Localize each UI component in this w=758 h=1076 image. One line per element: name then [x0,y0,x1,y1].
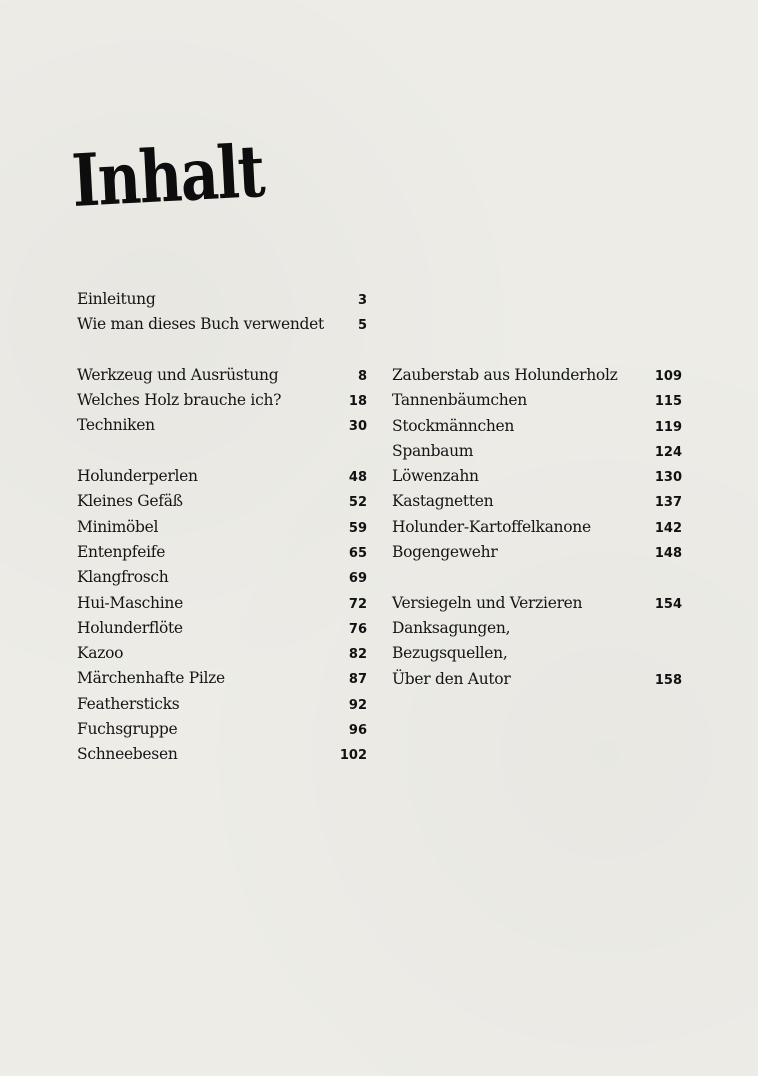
toc-entry[interactable] [77,540,367,565]
toc-entry[interactable] [392,667,682,692]
toc-entry-title: Holunderperlen [77,467,198,486]
toc-entry-title: Feathersticks [77,694,180,713]
toc-entry-page-number: 92 [348,697,367,713]
toc-entry-title: Danksagungen, [392,618,511,637]
toc-entry-title: Über den Autor [392,669,511,688]
section-gap [77,338,367,363]
toc-entry[interactable] [77,515,367,540]
toc-entry-page-number: 148 [654,546,682,562]
toc-entry-title: Löwenzahn [392,467,479,486]
toc-left-column [77,287,367,768]
toc-entry-title: Hui-Maschine [77,593,183,612]
toc-entry-page-number: 87 [348,672,367,688]
toc-entry[interactable] [392,414,682,439]
toc-entry-title: Märchenhafte Pilze [77,669,225,688]
toc-entry-title: Holunder-Kartoffelkanone [392,517,591,536]
toc-entry-page-number: 59 [348,520,367,536]
toc-entry[interactable] [77,489,367,514]
toc-entry-page-number: 130 [654,470,682,486]
page-title: Inhalt [69,128,266,223]
toc-entry-title: Werkzeug und Ausrüstung [77,365,279,384]
toc-entry[interactable] [77,591,367,616]
section-gap [77,439,367,464]
toc-entry-title: Wie man dieses Buch verwendet [77,315,324,334]
toc-entry-page-number: 137 [654,495,682,511]
toc-entry-title: Tannenbäumchen [392,391,527,410]
toc-right-column [392,363,682,692]
toc-entry[interactable] [77,287,367,312]
toc-entry[interactable] [77,413,367,438]
section-gap [392,565,682,590]
toc-entry[interactable] [77,616,367,641]
toc-entry[interactable] [77,666,367,691]
toc-entry-title: Entenpfeife [77,542,166,561]
toc-entry[interactable] [392,616,682,641]
toc-entry-page-number: 52 [348,495,367,511]
toc-entry[interactable] [392,515,682,540]
toc-entry[interactable] [77,565,367,590]
toc-entry-page-number: 96 [348,723,367,739]
toc-entry-page-number: 142 [654,520,682,536]
toc-entry-page-number: 8 [357,368,367,384]
toc-entry-title: Minimöbel [77,517,159,536]
toc-entry[interactable] [392,591,682,616]
toc-entry[interactable] [392,540,682,565]
toc-entry[interactable] [77,388,367,413]
toc-entry[interactable] [392,363,682,388]
toc-entry-page-number: 154 [654,596,682,612]
toc-entry[interactable] [77,692,367,717]
toc-entry-title: Holunderflöte [77,618,183,637]
toc-entry-title: Einleitung [77,290,156,308]
toc-entry[interactable] [77,312,367,337]
toc-entry[interactable] [392,439,682,464]
toc-entry-title: Schneebesen [77,745,178,764]
toc-entry-page-number: 158 [654,672,682,688]
toc-entry-title: Bezugsquellen, [392,644,508,663]
toc-entry-page-number: 119 [654,419,682,435]
toc-entry-page-number: 48 [348,470,367,486]
toc-entry-page-number: 76 [348,621,367,637]
toc-entry-page-number: 30 [348,419,367,435]
toc-entry[interactable] [392,464,682,489]
toc-entry-page-number: 115 [654,394,682,410]
toc-entry[interactable] [77,641,367,666]
toc-entry-title: Spanbaum [392,441,474,460]
toc-entry-title: Klangfrosch [77,568,169,587]
toc-entry-page-number: 65 [348,545,367,561]
toc-entry[interactable] [77,464,367,489]
toc-entry[interactable] [392,388,682,413]
toc-entry-page-number: 3 [357,293,367,308]
toc-entry-page-number: 69 [348,571,367,587]
toc-entry-title: Kleines Gefäß [77,492,183,511]
toc-entry-page-number: 5 [357,318,367,334]
toc-entry-title: Welches Holz brauche ich? [77,391,282,410]
toc-entry-page-number: 82 [348,647,367,663]
toc-entry[interactable] [392,641,682,666]
toc-entry[interactable] [77,717,367,742]
toc-entry[interactable] [392,489,682,514]
toc-entry-title: Bogengewehr [392,543,498,562]
toc-entry-title: Zauberstab aus Holunderholz [392,366,618,384]
toc-entry-page-number: 72 [348,596,367,612]
toc-entry-title: Kastagnetten [392,492,494,511]
toc-entry-page-number: 18 [348,394,367,410]
toc-entry[interactable] [77,742,367,767]
toc-entry-title: Stockmännchen [392,416,515,435]
toc-entry[interactable] [77,363,367,388]
toc-entry-title: Techniken [77,416,155,435]
toc-entry-page-number: 109 [654,369,682,384]
toc-entry-title: Fuchsgruppe [77,720,178,739]
toc-entry-page-number: 102 [339,748,367,764]
toc-entry-title: Kazoo [77,644,124,663]
toc-entry-page-number: 124 [654,444,682,460]
toc-entry-title: Versiegeln und Verzieren [392,593,583,612]
